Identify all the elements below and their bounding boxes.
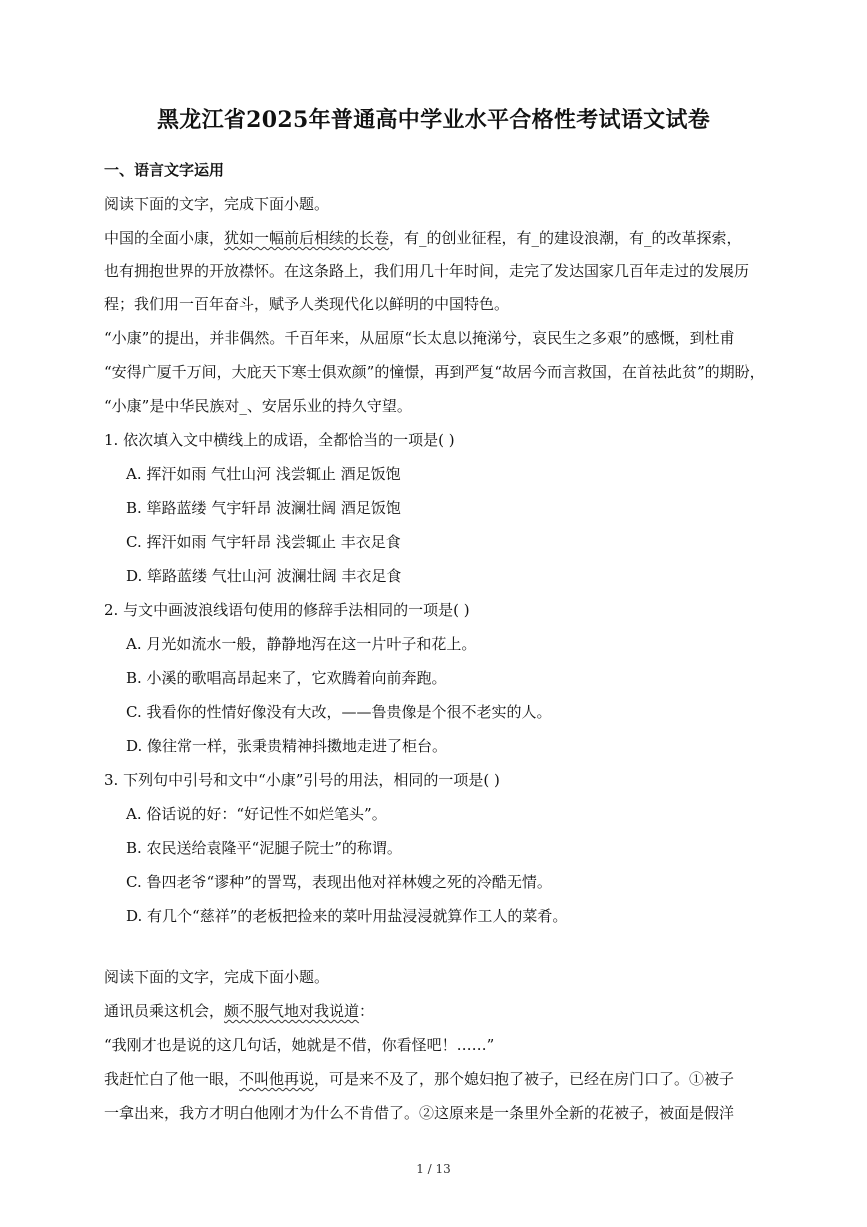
answer-option: C. 挥汗如雨 气宇轩昂 浅尝辄止 丰衣足食 <box>126 533 401 551</box>
answer-option: A. 月光如流水一般，静静地泻在这一片叶子和花上。 <box>126 635 477 653</box>
question-stem: 1. 依次填入文中横线上的成语，全都恰当的一项是( ) <box>104 431 455 449</box>
answer-option: B. 小溪的歌唱高昂起来了，它欢腾着向前奔跑。 <box>126 669 447 687</box>
answer-option: C. 鲁四老爷“谬种”的詈骂，表现出他对祥林嫂之死的冷酷无情。 <box>126 873 552 891</box>
question-stem: 2. 与文中画波浪线语句使用的修辞手法相同的一项是( ) <box>104 601 470 619</box>
passage-line: “小康”的提出，并非偶然。千百年来，从屈原“长太息以掩涕兮，哀民生之多艰”的感慨，到杜甫 <box>104 329 735 347</box>
passage-line <box>104 227 742 248</box>
answer-option: D. 有几个“慈祥”的老板把捡来的菜叶用盐浸浸就算作工人的菜肴。 <box>126 907 568 925</box>
text-span: 我赶忙白了他一眼， <box>104 1070 240 1088</box>
wavy-underlined-text: 犹如一幅前后相续的长卷 <box>224 229 390 247</box>
text-span: ，可是来不及了，那个媳妇抱了被子，已经在房门口了。①被子 <box>314 1070 735 1088</box>
passage-line: 一拿出来，我方才明白他刚才为什么不肯借了。②这原来是一条里外全新的花被子，被面是假洋 <box>104 1104 735 1122</box>
answer-option: C. 我看你的性情好像没有大改，——鲁贵像是个很不老实的人。 <box>126 703 552 721</box>
passage-line: “安得广厦千万间，大庇天下寒士俱欢颜”的憧憬，再到严复“故居今而言救国，在首祛此贫”的期盼， <box>104 363 765 381</box>
answer-option: D. 筚路蓝缕 气壮山河 波澜壮阔 丰衣足食 <box>126 567 402 585</box>
passage-line <box>104 1000 374 1021</box>
section-heading: 一、语言文字运用 <box>104 161 225 179</box>
answer-option: A. 俗话说的好：“好记性不如烂笔头”。 <box>126 805 387 823</box>
passage-line: 也有拥抱世界的开放襟怀。在这条路上，我们用几十年时间，走完了发达国家几百年走过的发展历 <box>104 262 750 280</box>
text-span: 中国的全面小康， <box>104 229 225 247</box>
passage-line: “我刚才也是说的这几句话，她就是不借，你看怪吧！……” <box>104 1036 495 1054</box>
answer-option: D. 像往常一样，张秉贵精神抖擞地走进了柜台。 <box>126 737 448 755</box>
answer-option: A. 挥汗如雨 气壮山河 浅尝辄止 酒足饭饱 <box>126 465 401 483</box>
text-span: ： <box>359 1002 375 1020</box>
question-stem: 3. 下列句中引号和文中“小康”引号的用法，相同的一项是( ) <box>104 771 500 789</box>
answer-option: B. 农民送给袁隆平“泥腿子院士”的称谓。 <box>126 839 402 857</box>
wavy-underlined-text: 不叫他再说 <box>239 1070 315 1088</box>
page-title: 黑龙江省2025年普通高中学业水平合格性考试语文试卷 <box>156 107 711 133</box>
text-span: ，有_的创业征程，有_的建设浪潮，有_的改革探索， <box>389 229 742 247</box>
page-number: 1 / 13 <box>416 1162 451 1176</box>
passage-line: 程；我们用一百年奋斗，赋予人类现代化以鲜明的中国特色。 <box>104 295 510 313</box>
reading-instruction: 阅读下面的文字，完成下面小题。 <box>104 968 330 986</box>
text-span: 通讯员乘这机会， <box>104 1002 225 1020</box>
passage-line <box>104 1068 734 1089</box>
wavy-underlined-text: 颇不服气地对我说道 <box>224 1002 360 1020</box>
answer-option: B. 筚路蓝缕 气宇轩昂 波澜壮阔 酒足饭饱 <box>126 499 401 517</box>
passage-line: “小康”是中华民族对_、安居乐业的持久守望。 <box>104 397 412 415</box>
reading-instruction: 阅读下面的文字，完成下面小题。 <box>104 195 330 213</box>
